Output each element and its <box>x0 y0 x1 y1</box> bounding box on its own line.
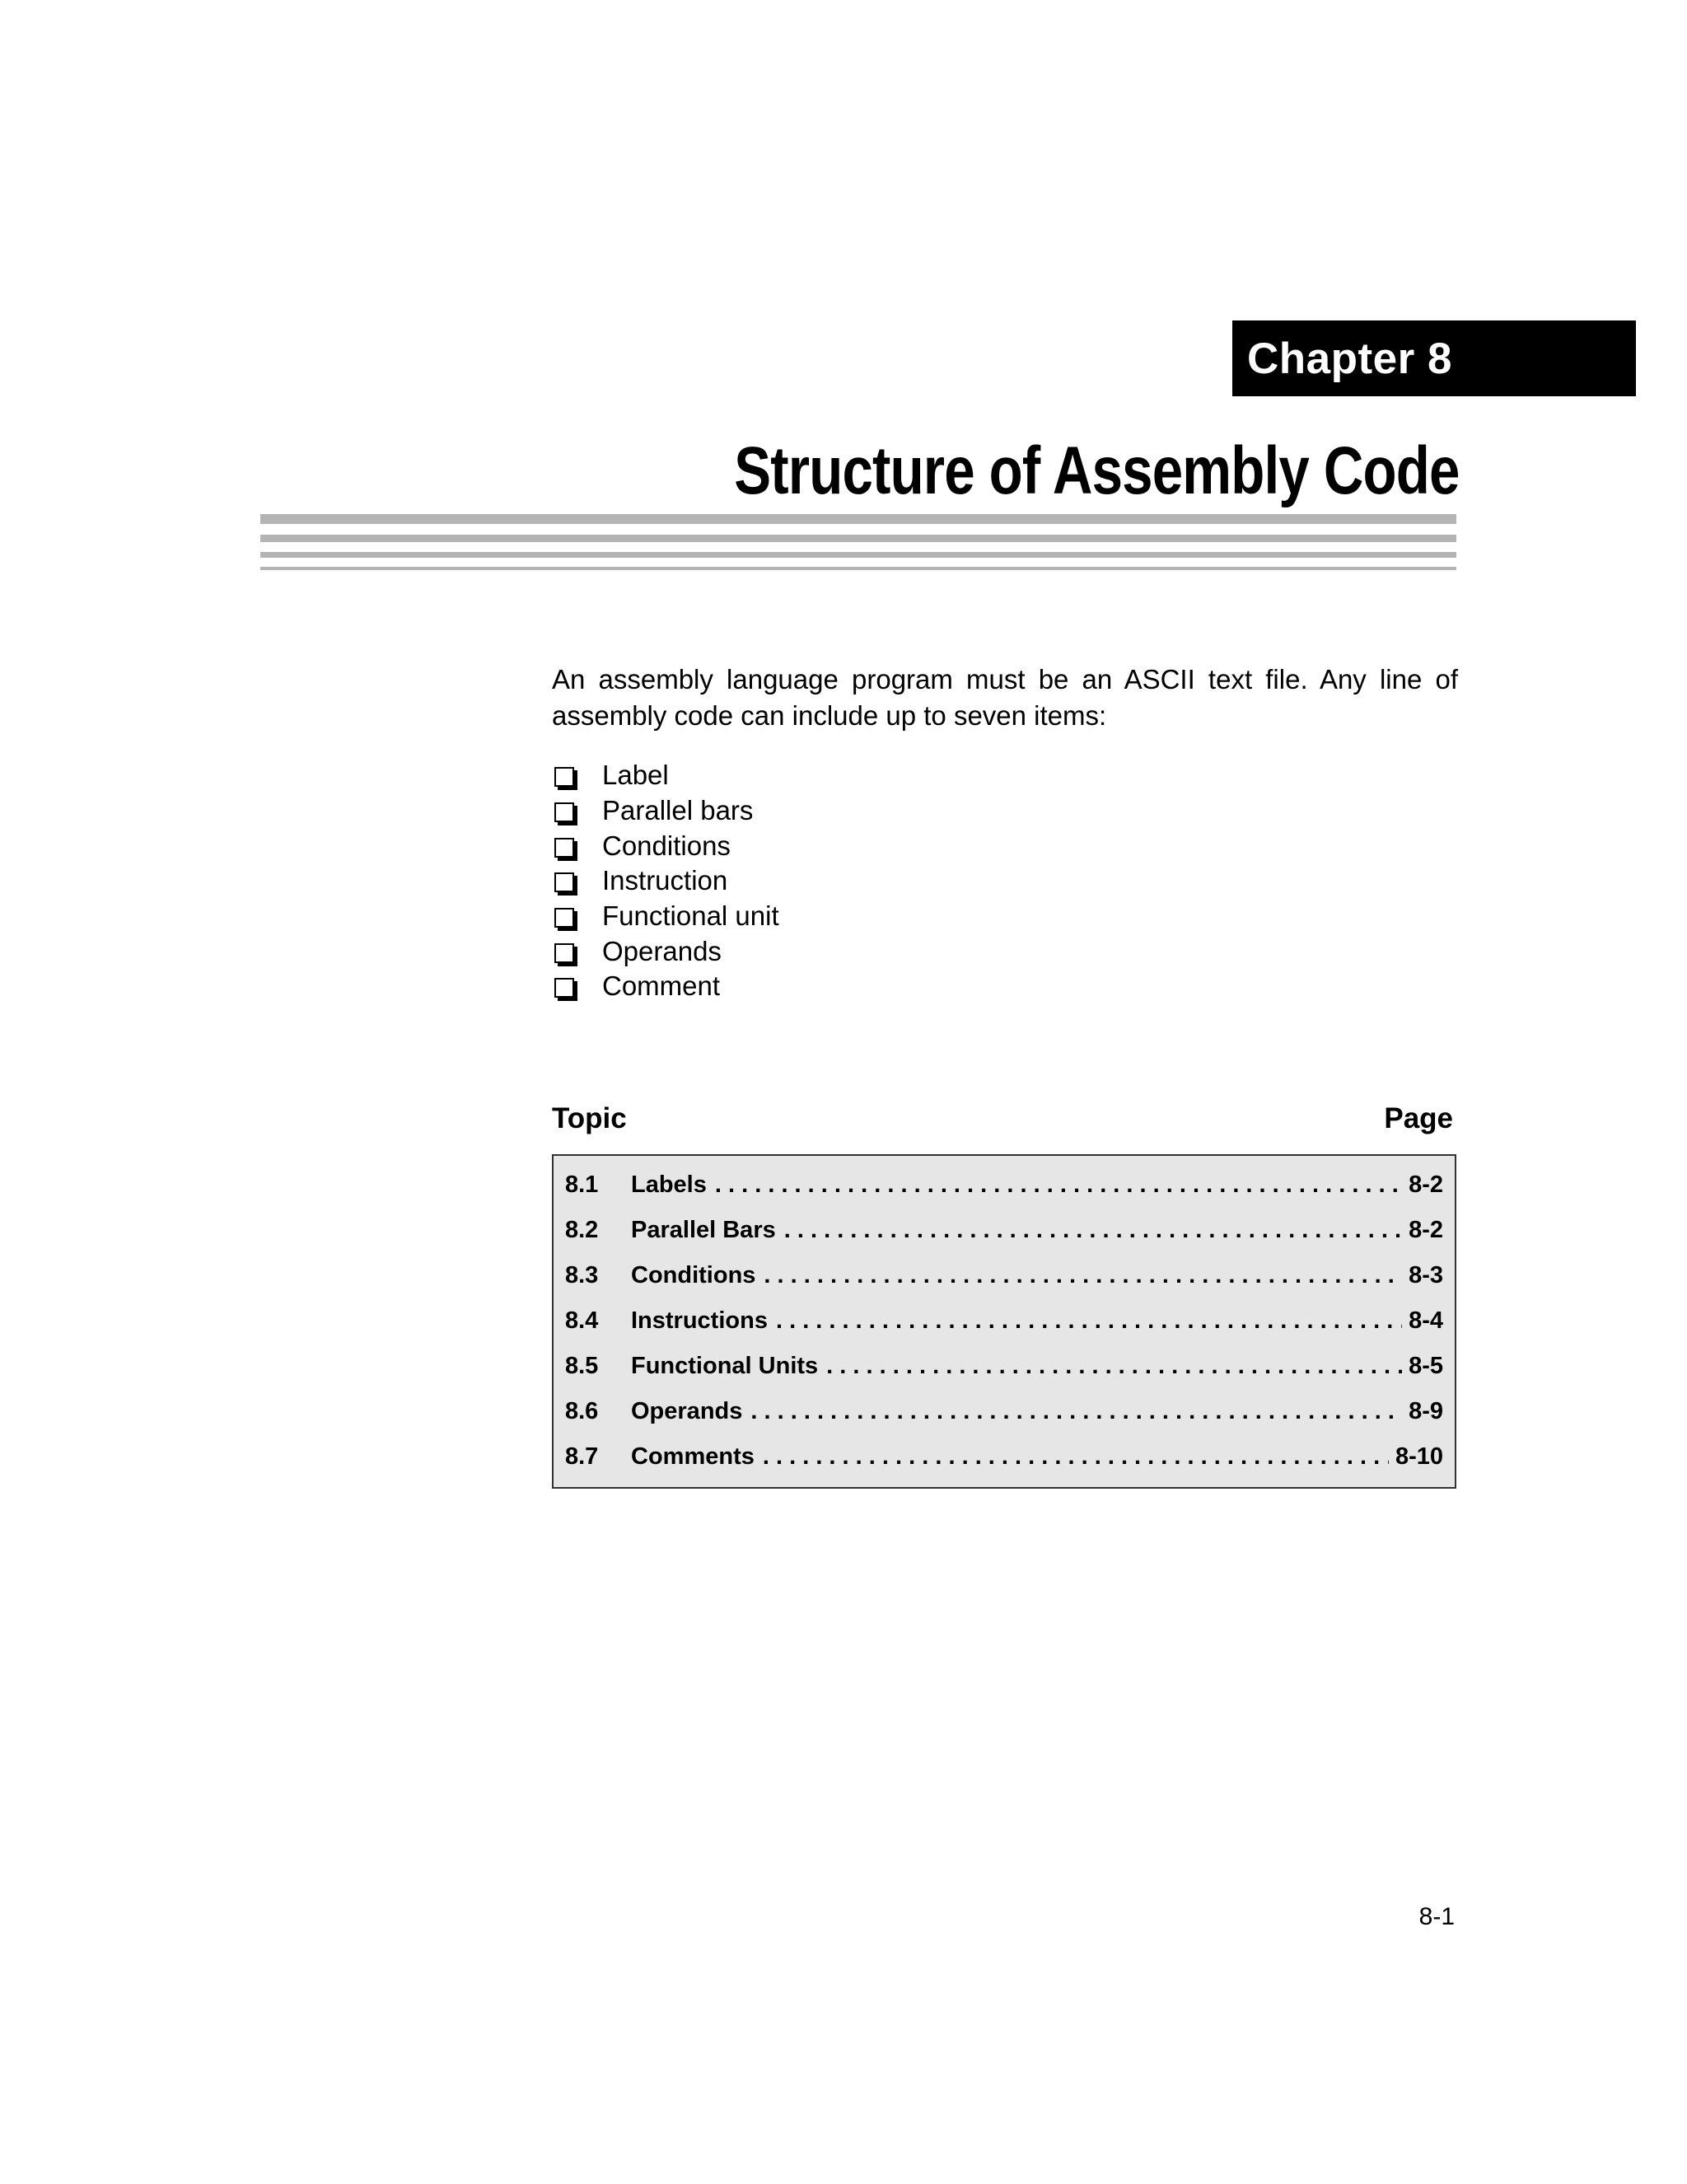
toc-leader-dots <box>764 1258 1402 1293</box>
toc-page-heading: Page <box>1384 1102 1453 1134</box>
title-rule-2 <box>260 535 1456 542</box>
toc-entry-page: 8-5 <box>1409 1353 1443 1379</box>
toc-header <box>552 1102 1453 1135</box>
list-item: Comment <box>552 969 779 1004</box>
toc-entry-number: 8.1 <box>565 1172 599 1198</box>
title-rule-3 <box>260 552 1456 558</box>
toc-entry-title: Labels <box>631 1172 707 1198</box>
checkbox-bullet-icon <box>554 908 574 928</box>
toc-leader-dots <box>784 1213 1402 1247</box>
checkbox-bullet-icon <box>554 943 574 963</box>
list-item: Label <box>552 758 779 793</box>
title-rule-1 <box>260 514 1456 524</box>
toc-entry-title: Conditions <box>631 1262 756 1288</box>
toc-entry-number: 8.2 <box>565 1217 599 1243</box>
toc-entry-number: 8.4 <box>565 1307 599 1334</box>
toc-entry-title: Parallel Bars <box>631 1217 776 1243</box>
checkbox-bullet-icon <box>554 978 574 998</box>
chapter-title: Structure of Assembly Code <box>734 433 1460 508</box>
toc-entry[interactable] <box>565 1439 1443 1485</box>
page-number: 8-1 <box>1418 1903 1455 1930</box>
toc-entry[interactable] <box>565 1303 1443 1349</box>
toc-entry-page: 8-3 <box>1409 1262 1443 1288</box>
toc-entry-number: 8.3 <box>565 1262 599 1288</box>
toc-entry-number: 8.5 <box>565 1353 599 1379</box>
chapter-label: Chapter 8 <box>1247 334 1452 383</box>
list-item: Functional unit <box>552 899 779 934</box>
checkbox-bullet-icon <box>554 838 574 858</box>
toc-leader-dots <box>750 1394 1402 1429</box>
checkbox-bullet-icon <box>554 802 574 822</box>
toc-entry[interactable] <box>565 1167 1443 1213</box>
toc-entry[interactable] <box>565 1258 1443 1303</box>
toc-entry[interactable] <box>565 1213 1443 1258</box>
list-item: Parallel bars <box>552 793 779 829</box>
toc-entry[interactable] <box>565 1394 1443 1439</box>
toc-entry-page: 8-2 <box>1409 1172 1443 1198</box>
item-list <box>552 758 779 1004</box>
intro-paragraph: An assembly language program must be an ASCII text file. Any line of assembly code can include up to seven items: <box>552 664 1458 731</box>
toc-entry-title: Operands <box>631 1398 743 1424</box>
toc-leader-dots <box>776 1303 1402 1338</box>
toc-leader-dots <box>715 1167 1402 1202</box>
toc-entry-title: Comments <box>631 1443 755 1470</box>
list-item: Instruction <box>552 863 779 899</box>
toc-box <box>552 1154 1456 1489</box>
toc-entry-page: 8-2 <box>1409 1217 1443 1243</box>
toc-entry-number: 8.6 <box>565 1398 599 1424</box>
title-rule-4 <box>260 567 1456 570</box>
toc-topic-heading: Topic <box>552 1102 627 1134</box>
toc-leader-dots <box>826 1349 1402 1383</box>
list-item: Conditions <box>552 828 779 863</box>
toc-entry-title: Instructions <box>631 1307 768 1334</box>
toc-entry-page: 8-4 <box>1409 1307 1443 1334</box>
chapter-tab <box>1232 320 1636 396</box>
toc-leader-dots <box>763 1439 1389 1474</box>
toc-entry-number: 8.7 <box>565 1443 599 1470</box>
toc-entry-page: 8-9 <box>1409 1398 1443 1424</box>
checkbox-bullet-icon <box>554 767 574 787</box>
toc-entry[interactable] <box>565 1349 1443 1394</box>
checkbox-bullet-icon <box>554 872 574 892</box>
list-item: Operands <box>552 933 779 969</box>
toc-entry-title: Functional Units <box>631 1353 819 1379</box>
toc-entry-page: 8-10 <box>1395 1443 1443 1470</box>
